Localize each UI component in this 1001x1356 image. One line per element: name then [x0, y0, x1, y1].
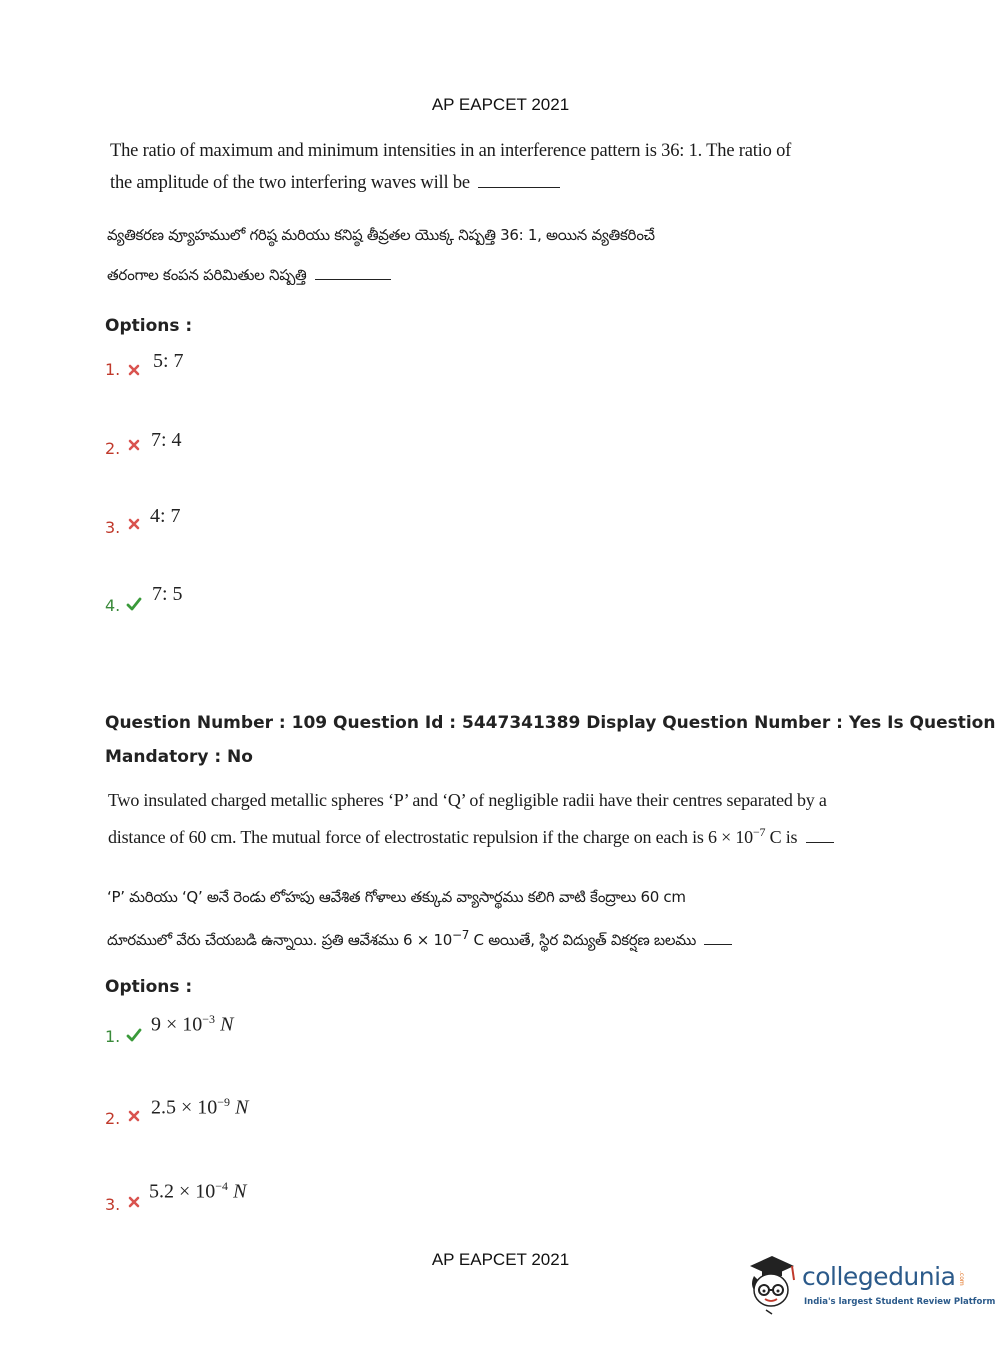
- exponent: −7: [752, 825, 766, 839]
- cross-icon: [125, 1107, 143, 1125]
- q1-english-line1: The ratio of maximum and minimum intensities in an interference pattern is 36: 1. The ratio of: [110, 141, 792, 161]
- check-icon: [125, 1026, 143, 1044]
- q1-telugu-line2: [107, 266, 391, 288]
- q1-telugu-line2-text: తరంగాల కంపన పరిమితుల నిష్పత్తి: [107, 266, 307, 284]
- answer-blank: [478, 186, 560, 188]
- q2-english-line2: [108, 825, 834, 848]
- option-base: 9 × 10: [151, 1013, 203, 1036]
- q2-telugu-line2-end: C అయితే, స్థిర విద్యుత్ వికర్షణ బలము: [469, 931, 696, 949]
- option-number: 3.: [105, 518, 121, 537]
- answer-blank: [806, 841, 834, 843]
- cross-icon: [125, 361, 143, 379]
- exponent: −3: [202, 1012, 216, 1026]
- q2-options-label: Options :: [105, 977, 193, 997]
- exponent: −9: [217, 1095, 231, 1109]
- cross-icon: [125, 436, 143, 454]
- option-number: 1.: [105, 1027, 121, 1046]
- option-value: 7: 5: [152, 583, 183, 605]
- option-base: 2.5 × 10: [151, 1096, 218, 1119]
- brand-tagline: India's largest Student Review Platform: [804, 1297, 996, 1307]
- option-number: 1.: [105, 360, 121, 379]
- collegedunia-logo[interactable]: [742, 1246, 996, 1318]
- brand-name: collegedunia: [802, 1262, 956, 1291]
- q2-telugu-line2-text: దూరములో వేరు చేయబడి ఉన్నాయి. ప్రతి ఆవేశము 6 × 10: [107, 931, 452, 949]
- page-header-title: AP EAPCET 2021: [431, 95, 570, 114]
- option-unit: N: [230, 1096, 249, 1119]
- option-value: [151, 1012, 233, 1037]
- option-value: [149, 1179, 246, 1204]
- option-value: [151, 1095, 248, 1120]
- q2-english-line1: Two insulated charged metallic spheres ‘P’ and ‘Q’ of negligible radii have their centres separated by a: [108, 790, 827, 810]
- option-unit: N: [228, 1180, 247, 1203]
- option-number: 3.: [105, 1195, 121, 1214]
- option-unit: N: [215, 1013, 234, 1036]
- q1-english-line2-text: the amplitude of the two interfering waves will be: [110, 173, 470, 193]
- q2-meta-line1: Question Number : 109 Question Id : 5447341389 Display Question Number : Yes Is Question: [105, 713, 996, 733]
- q1-options-label: Options :: [105, 316, 193, 336]
- q1-telugu-line1: వ్యతికరణ వ్యూహములో గరిష్ఠ మరియు కనిష్ఠ తీవ్రతల యొక్క నిష్పత్తి 36: 1, అయిన వ్యతికరించే: [107, 226, 655, 244]
- cross-icon: [125, 1193, 143, 1211]
- answer-blank: [315, 278, 391, 280]
- option-value: 4: 7: [150, 505, 181, 527]
- q2-english-line2-text: distance of 60 cm. The mutual force of electrostatic repulsion if the charge on each is 6 × 10: [108, 827, 753, 847]
- option-value: 5: 7: [153, 350, 184, 372]
- mascot-icon: [742, 1250, 800, 1316]
- option-number: 2.: [105, 439, 121, 458]
- q2-telugu-line2: [107, 928, 732, 953]
- q1-english-line2: [110, 173, 560, 194]
- brand-suffix: .com: [958, 1271, 965, 1286]
- cross-icon: [125, 515, 143, 533]
- option-number: 2.: [105, 1109, 121, 1128]
- q2-telugu-line1: ‘P’ మరియు ‘Q’ అనే రెండు లోహపు ఆవేశిత గోళాలు తక్కువ వ్యాసార్థము కలిగి వాటి కేంద్రాలు 60 cm: [107, 888, 686, 906]
- exponent: −7: [451, 928, 470, 942]
- option-base: 5.2 × 10: [149, 1180, 216, 1203]
- exponent: −4: [215, 1179, 229, 1193]
- answer-blank: [704, 943, 732, 945]
- option-number: 4.: [105, 596, 121, 615]
- option-value: 7: 4: [151, 429, 182, 451]
- q2-meta-line2: Mandatory : No: [105, 747, 253, 767]
- page-footer-title: AP EAPCET 2021: [431, 1250, 570, 1269]
- q2-english-line2-end: C is: [765, 827, 798, 847]
- check-icon: [125, 595, 143, 613]
